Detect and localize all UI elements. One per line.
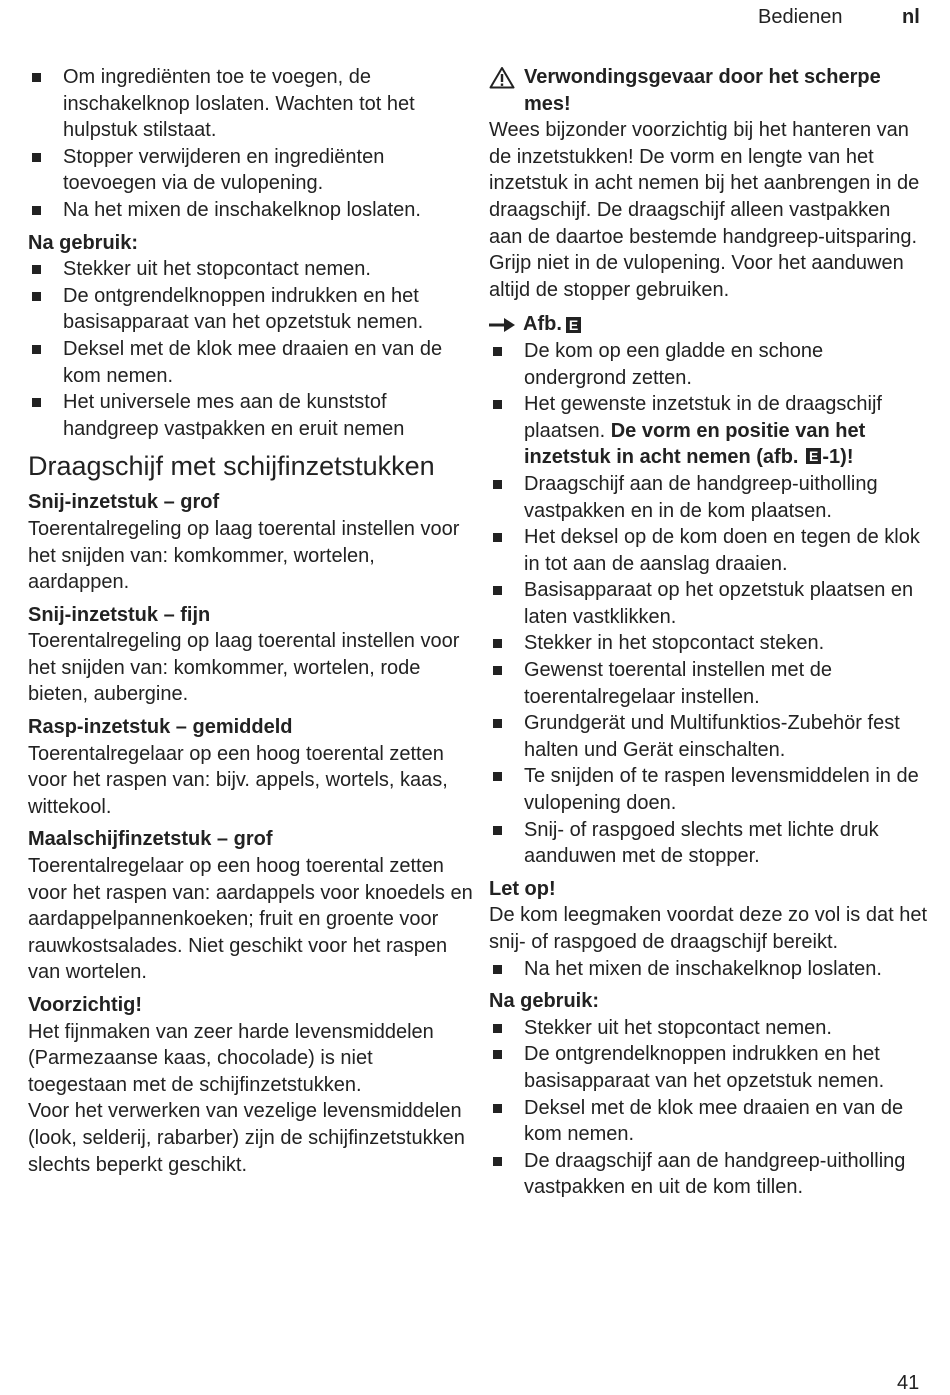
list-item: Het deksel op de kom doen en tegen de klok in tot aan de aanslag draaien. [489,524,929,577]
list-item: Grundgerät und Multifunktios-Zubehör fest halten und Gerät einschalten. [489,710,929,763]
list-item: Na het mixen de inschakelknop loslaten. [489,956,929,983]
list-item: Deksel met de klok mee draaien en van de kom nemen. [28,336,473,389]
item-text: Toerentalregelaar op een hoog toerental zetten voor het raspen van: bijv. appels, wortels, kaas, wittekool. [28,742,448,818]
figure-badge: E [566,317,581,333]
list-item: De ontgrendelknoppen indrukken en het basisapparaat van het opzetstuk nemen. [28,283,473,336]
list-item: Het universele mes aan de kunststof handgreep vastpakken en eruit nemen [28,389,473,442]
list-item: Draagschijf aan de handgreep-uitholling vastpakken en in de kom plaatsen. [489,471,929,524]
arrow-right-icon [489,318,515,332]
item-title: Maalschijfinzetstuk – grof [28,828,273,851]
list-item: Stekker uit het stopcontact nemen. [28,256,473,283]
right-column [489,64,929,1201]
list-item: De draagschijf aan de handgreep-uitholling vastpakken en uit de kom tillen. [489,1148,929,1201]
caution-heading: Voorzichtig! [28,994,143,1016]
bullet-list-mixing [28,64,473,224]
section-heading: Draagschijf met schijfinzetstukken [28,451,435,482]
note-bullets [489,956,929,983]
procedure-steps [489,338,929,870]
page-number: 41 [897,1372,920,1394]
warning-heading [489,64,929,117]
list-item: De ontgrendelknoppen indrukken en het basisapparaat van het opzetstuk nemen. [489,1041,929,1094]
after-use-heading: Na gebruik: [28,231,139,254]
language-code: nl [902,6,920,28]
list-item: Te snijden of te raspen levensmiddelen in de vulopening doen. [489,763,929,816]
list-item: Deksel met de klok mee draaien en van de kom nemen. [489,1095,929,1148]
warning-title: Verwondingsgevaar door het scherpe mes! [524,66,881,115]
figure-label: Afb. [523,313,562,336]
caution-text: Voor het verwerken van vezelige levensmiddelen (look, selderij, rabarber) zijn de schijfinzetstukken slechts beperkt geschikt. [28,1100,465,1176]
list-item: Stopper verwijderen en ingrediënten toevoegen via de vulopening. [28,144,473,197]
list-item: Snij- of raspgoed slechts met lichte druk aanduwen met de stopper. [489,817,929,870]
item-text: Toerentalregeling op laag toerental instellen voor het snijden van: komkommer, wortelen, aardappen. [28,517,460,594]
list-item: Gewenst toerental instellen met de toerentalregelaar instellen. [489,657,929,710]
page-header [0,6,950,36]
bullet-list-after-use [28,256,473,442]
list-item: Stekker in het stopcontact steken. [489,630,929,657]
step-text: Het gewenste inzetstuk in de draagschijf plaatsen. [524,393,882,442]
note-text: De kom leegmaken voordat deze zo vol is dat het snij- of raspgoed de draagschijf bereikt. [489,904,928,953]
list-item: Om ingrediënten toe te voegen, de inschakelknop loslaten. Wachten tot het hulpstuk stilstaat. [28,64,473,144]
warning-text: Wees bijzonder voorzichtig bij het hanteren van de inzetstukken! De vorm en lengte van het inzetstuk in acht nemen bij het aanbrengen in de draagschijf. De draagschijf alleen vastpakken aan de daartoe bestemde handgreep-uitsparing. Grijp niet in de vulopening. Voor het aanduwen altijd de stopper gebruiken. [489,119,920,301]
warning-triangle-icon [489,66,515,97]
list-item [489,391,929,471]
item-title: Rasp-inzetstuk – gemiddeld [28,716,293,739]
step-emphasis: De vorm en positie van het inzetstuk in acht nemen (afb. E -1)! [524,419,866,469]
list-item: Na het mixen de inschakelknop loslaten. [28,197,473,224]
item-title: Snij-inzetstuk – fijn [28,603,211,626]
bullet-list-after-use [489,1015,929,1201]
item-text: Toerentalregeling op laag toerental instellen voor het snijden van: komkommer, wortelen, rode bieten, aubergine. [28,630,460,706]
left-column [28,64,473,1178]
list-item: Basisapparaat op het opzetstuk plaatsen en laten vastklikken. [489,577,929,630]
after-use-heading: Na gebruik: [489,990,600,1013]
caution-text: Het fijnmaken van zeer harde levensmiddelen (Parmezaanse kaas, chocolade) is niet toegestaan met de schijfinzetstukken. [28,1020,434,1096]
figure-badge: E [806,448,821,464]
list-item: De kom op een gladde en schone ondergrond zetten. [489,338,929,391]
item-text: Toerentalregelaar op een hoog toerental zetten voor het raspen van: aardappels voor knoedels en aardappelpannenkoeken; fruit en groente voor rauwkostsalades. Niet geschikt voor het raspen van wortelen. [28,855,473,984]
item-title: Snij-inzetstuk – grof [28,491,220,514]
figure-reference [489,311,929,338]
note-heading: Let op! [489,877,556,900]
list-item: Stekker uit het stopcontact nemen. [489,1015,929,1042]
section-name: Bedienen [758,6,843,28]
